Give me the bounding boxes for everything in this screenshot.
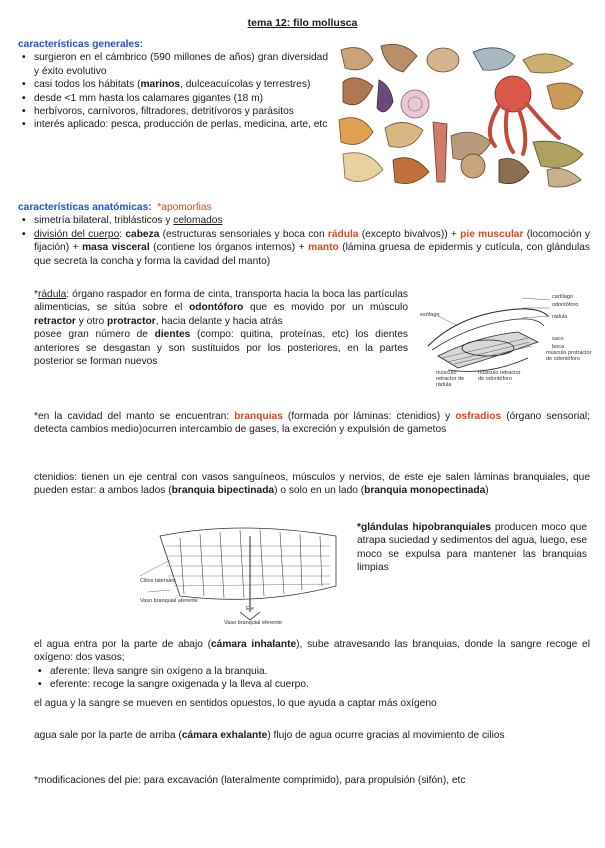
fig-label: saco (552, 336, 564, 342)
anatomical-heading: características anatómicas: (18, 202, 152, 213)
radula-figure (418, 286, 594, 386)
list-item: • casi todos los hábitats (marinos, dulceacuícolas y terrestres) (18, 78, 328, 91)
fig-label: músculo retractor de rádula (436, 370, 465, 388)
general-section (18, 38, 328, 132)
anatomical-list (18, 214, 590, 268)
fig-label: músculo retractor de odontóforo (478, 370, 521, 382)
list-item: • surgieron en el cámbrico (590 millones de años) gran diversidad y éxito evolutivo (18, 51, 328, 78)
list-item: • desde <1 mm hasta los calamares gigantes (18 m) (18, 92, 328, 105)
modificaciones-paragraph: *modificaciones del pie: para excavación (lateralmente comprimido), para propulsión (sifón), etc (34, 775, 466, 786)
fig-label: cartílago (552, 294, 574, 300)
ctenidios-paragraph: ctenidios: tienen un eje central con vasos sanguíneos, músculos y nervios, de este eje salen láminas branquiales, que pueden estar: a ambos lados (branquia bipectinada) o solo en un lado (branquia monopectinada) (34, 472, 590, 497)
fig-label: Vaso branquial aferente (140, 598, 198, 604)
list-item: • interés aplicado: pesca, producción de perlas, medicina, arte, etc (18, 118, 328, 131)
mollusk-collage-illustration (333, 42, 591, 192)
dientes-paragraph: posee gran número de dientes (compo: quitina, proteínas, etc) los dientes anteriores se desgastan y son sustituidos por los posteriores, en la partes posterior se forman nuevos (34, 329, 409, 368)
branquias-paragraph: *en la cavidad del manto se encuentran: branquias (formada por láminas: ctenidios) y osfradios (órgano sensorial; detecta cambios medio)ocurren intercambio de gases, la excreción y expulsión de gametos (34, 411, 590, 436)
list-item: • herbívoros, carnívoros, filtradores, detritívoros y parásitos (18, 105, 328, 118)
fig-label: rádula (552, 314, 568, 320)
vasos-list (34, 665, 574, 692)
anatomical-section (18, 201, 590, 268)
list-item: • aferente: lleva sangre sin oxígeno a la branquia. (34, 665, 574, 678)
agua-entra-paragraph: el agua entra por la parte de abajo (cámara inhalante), sube atravesando las branquias, donde la sangre recoge el oxígeno: dos vasos; (34, 639, 590, 664)
fig-label: Cilios laterales (140, 578, 176, 584)
anatomical-heading-row (18, 201, 590, 214)
fig-label: músculo protractor de odontóforo (546, 350, 592, 362)
list-item: • simetría bilateral, triblásticos y celomados (18, 214, 590, 227)
agua-sale-paragraph: agua sale por la parte de arriba (cámara exhalante) flujo de agua ocurre gracias al movimiento de cilios (34, 730, 505, 741)
radula-paragraph: *rádula: órgano raspador en forma de cinta, transporta hacia la boca las partículas alimenticias, se sitúa sobre el odontóforo que es movido por un músculo retractor y otro protractor, hacia delante y hacia atrás (34, 289, 408, 327)
fig-label: esófago (420, 312, 440, 318)
apomorfias-note: *apomorfias (157, 202, 212, 213)
gill-figure (140, 516, 350, 628)
fig-label: odontóforo (552, 302, 579, 308)
list-item: • eferente: recoge la sangre oxigenada y la lleva al cuerpo. (34, 678, 574, 691)
page-title: tema 12: filo mollusca (247, 17, 358, 29)
radula-section (34, 288, 408, 368)
general-heading: características generales: (18, 39, 144, 50)
glandulas-paragraph: *glándulas hipobranquiales producen moco que atrapa suciedad y sedimentos del agua, luego, ese moco se expulsa para mantener las branquias limpias (357, 522, 587, 574)
fig-label: Eje (246, 606, 254, 612)
general-list (18, 51, 328, 131)
fig-label: boca (552, 344, 564, 350)
sentidos-paragraph: el agua y la sangre se mueven en sentidos opuestos, lo que ayuda a captar más oxígeno (34, 698, 437, 709)
gill-diagram (140, 516, 350, 628)
fig-label: Vaso branquial eferente (224, 620, 282, 626)
list-item: • división del cuerpo: cabeza (estructuras sensoriales y boca con rádula (excepto bivalvos)) + pie muscular (locomoción y fijación) + masa visceral (contiene los órganos internos) + manto (lámina gruesa de epidermis y cutícula, con glándulas que secreta la concha y forma la cavidad del manto) (18, 228, 590, 268)
